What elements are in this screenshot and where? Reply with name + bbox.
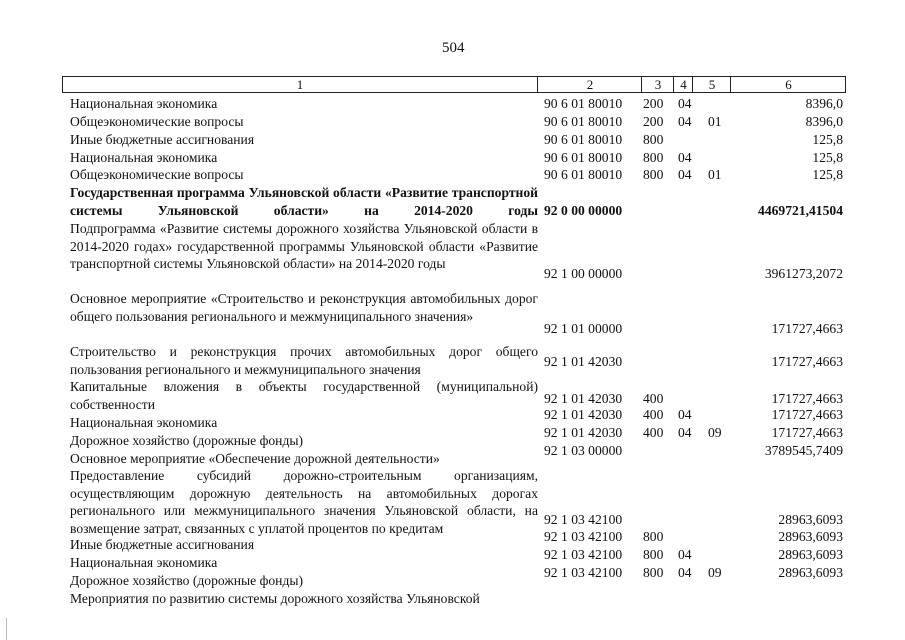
table-header — [62, 76, 846, 93]
row-code: 90 6 01 80010 — [544, 150, 623, 165]
row-amount: 28963,6093 — [778, 547, 843, 562]
row-col-4: 04 — [678, 425, 692, 440]
row-amount: 3961273,2072 — [764, 266, 843, 281]
row-col-4: 04 — [678, 407, 692, 422]
row-col-3: 800 — [643, 547, 664, 562]
row-code: 92 1 03 42100 — [544, 565, 623, 580]
row-col-4: 04 — [678, 114, 692, 129]
row-code: 92 1 01 42030 — [544, 391, 623, 406]
row-description: Подпрограмма «Развитие системы дорожного хозяйства Ульяновской области в 2014-2020 годах» государственной программы Ульяновской области «Развитие транспортной системы Ульяновской области» на 2014-2020 годы — [70, 221, 538, 272]
row-col-3: 200 — [643, 114, 664, 129]
row-code: 92 1 00 00000 — [544, 266, 623, 281]
row-col-5: 01 — [708, 167, 722, 182]
row-description: Общеэкономические вопросы — [70, 167, 244, 182]
header-col-1: 1 — [296, 77, 304, 92]
row-code: 90 6 01 80010 — [544, 132, 623, 147]
row-col-3: 400 — [643, 407, 664, 422]
row-col-3: 800 — [643, 167, 664, 182]
row-description: Основное мероприятие «Обеспечение дорожной деятельности» — [70, 451, 440, 466]
row-description: Мероприятия по развитию системы дорожного хозяйства Ульяновской — [70, 591, 480, 606]
row-code: 92 0 00 00000 — [544, 202, 623, 218]
row-code: 90 6 01 80010 — [544, 96, 623, 111]
row-col-5: 09 — [708, 425, 722, 440]
row-description: Национальная экономика — [70, 150, 218, 165]
row-col-5: 09 — [708, 565, 722, 580]
row-col-3: 800 — [643, 529, 664, 544]
row-description: Дорожное хозяйство (дорожные фонды) — [70, 573, 304, 588]
row-col-4: 04 — [678, 96, 692, 111]
header-col-3: 3 — [641, 77, 674, 92]
row-code: 92 1 01 42030 — [544, 425, 623, 440]
row-col-3: 400 — [643, 425, 664, 440]
row-code: 92 1 03 42100 — [544, 547, 623, 562]
row-col-3: 200 — [643, 96, 664, 111]
row-amount: 28963,6093 — [778, 529, 843, 544]
row-amount: 28963,6093 — [778, 565, 843, 580]
row-amount: 171727,4663 — [771, 321, 843, 336]
header-col-6: 6 — [730, 77, 846, 92]
row-code: 90 6 01 80010 — [544, 167, 623, 182]
row-code: 92 1 01 00000 — [544, 321, 623, 336]
row-amount: 28963,6093 — [778, 512, 843, 527]
header-col-4: 4 — [673, 77, 693, 92]
row-col-4: 04 — [678, 547, 692, 562]
row-description: Строительство и реконструкция прочих автомобильных дорог общего пользования регионального и межмуниципального значения — [70, 344, 538, 377]
row-description: Иные бюджетные ассигнования — [70, 132, 255, 147]
row-col-5: 01 — [708, 114, 722, 129]
row-amount: 125,8 — [812, 150, 843, 165]
row-description: Национальная экономика — [70, 555, 218, 570]
row-amount: 171727,4663 — [771, 407, 843, 422]
row-code: 92 1 03 42100 — [544, 529, 623, 544]
row-amount: 8396,0 — [805, 96, 843, 111]
row-code: 90 6 01 80010 — [544, 114, 623, 129]
row-description: Капитальные вложения в объекты государственной (муниципальной) собственности — [70, 379, 538, 412]
row-col-4: 04 — [678, 565, 692, 580]
row-description: Государственная программа Ульяновской области «Развитие транспортной системы Ульяновской области» на 2014-2020 годы — [70, 185, 538, 218]
row-amount: 4469721,41504 — [758, 202, 843, 218]
row-code: 92 1 03 42100 — [544, 512, 623, 527]
row-col-4: 04 — [678, 167, 692, 182]
row-description: Иные бюджетные ассигнования — [70, 537, 255, 552]
scan-margin-mark — [6, 618, 7, 640]
page-number: 504 — [442, 40, 465, 56]
header-col-2: 2 — [537, 77, 642, 92]
row-description: Предоставление субсидий дорожно-строительным организациям, осуществляющим дорожную деятельность на автомобильных дорогах регионального или межмуниципального значения Ульяновской области, на возмещение затрат, связанных с уплатой процентов по кредитам — [70, 468, 538, 536]
row-description: Национальная экономика — [70, 96, 218, 111]
row-amount: 171727,4663 — [771, 425, 843, 440]
row-code: 92 1 01 42030 — [544, 407, 623, 422]
row-col-3: 800 — [643, 132, 664, 147]
row-amount: 125,8 — [812, 132, 843, 147]
row-code: 92 1 01 42030 — [544, 354, 623, 369]
row-amount: 171727,4663 — [771, 391, 843, 406]
row-amount: 171727,4663 — [771, 354, 843, 369]
row-code: 92 1 03 00000 — [544, 443, 623, 458]
row-description: Национальная экономика — [70, 415, 218, 430]
row-description: Дорожное хозяйство (дорожные фонды) — [70, 433, 304, 448]
row-amount: 8396,0 — [805, 114, 843, 129]
row-col-3: 800 — [643, 150, 664, 165]
row-amount: 3789545,7409 — [764, 443, 843, 458]
row-col-4: 04 — [678, 150, 692, 165]
header-col-5: 5 — [692, 77, 731, 92]
row-description: Общеэкономические вопросы — [70, 114, 244, 129]
row-col-3: 800 — [643, 565, 664, 580]
row-amount: 125,8 — [812, 167, 843, 182]
row-col-3: 400 — [643, 391, 664, 406]
row-description: Основное мероприятие «Строительство и реконструкция автомобильных дорог общего пользования регионального и межмуниципального значения» — [70, 291, 538, 324]
